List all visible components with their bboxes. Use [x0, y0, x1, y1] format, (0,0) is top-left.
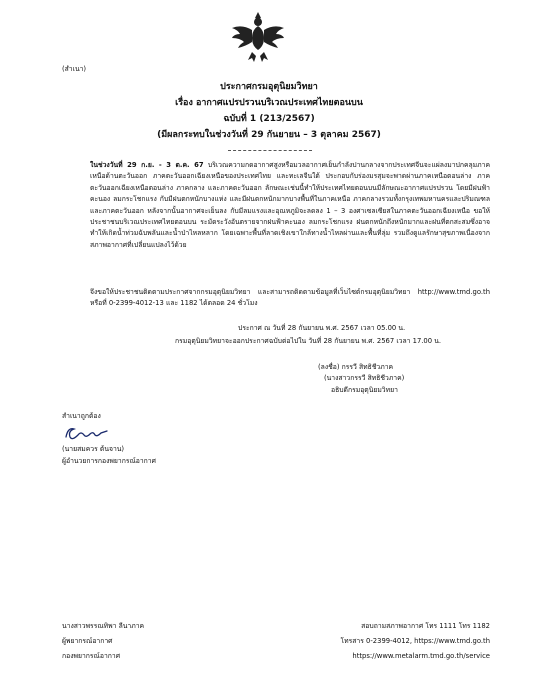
certifier-title: ผู้อำนวยการกองพยากรณ์อากาศ [62, 457, 156, 465]
announcement-subject: เรื่อง อากาศแปรปรวนบริเวณประเทศไทยตอนบน [175, 98, 363, 108]
footer-service-url: https://www.metalarm.tmd.go.th/service [352, 652, 490, 660]
footer-fax-website: โทรสาร 0-2399-4012, https://www.tmd.go.th [340, 637, 490, 645]
signature-line: (ลงชื่อ) กรรวี สิทธิชีวภาค [318, 363, 394, 371]
forecast-paragraph [90, 160, 490, 251]
handwritten-signature-icon [62, 423, 116, 443]
certifier-name: (นายสมควร ต้นจาน) [62, 445, 125, 453]
header-divider [228, 150, 312, 151]
announcement-issue-number: ฉบับที่ 1 (213/2567) [223, 114, 315, 124]
contact-paragraph: จึงขอให้ประชาชนติดตามประกาศจากกรมอุตุนิยมวิทยา และสามารถติดตามข้อมูลที่เว็บไซต์กรมอุตุนิยมวิทยา http://www.tmd.go.th หรือที่ 0-2399-4012-13 และ 1182 ได้ตลอด 24 ชั่วโมง [90, 288, 490, 308]
next-issue-date: กรมอุตุนิยมวิทยาจะออกประกาศฉบับต่อไปใน วันที่ 28 กันยายน พ.ศ. 2567 เวลา 17.00 น. [175, 337, 442, 345]
signatory-title: อธิบดีกรมอุตุนิยมวิทยา [331, 386, 398, 394]
footer-hotline: สอบถามสภาพอากาศ โทร 1111 โทร 1182 [361, 622, 490, 630]
certified-copy-label: สำเนาถูกต้อง [62, 412, 101, 420]
announcement-effective-period: (มีผลกระทบในช่วงวันที่ 29 กันยายน – 3 ตุลาคม 2567) [157, 130, 381, 140]
forecast-lead: ในช่วงวันที่ 29 ก.ย. - 3 ต.ค. 67 [90, 161, 204, 169]
garuda-emblem-icon [230, 8, 286, 64]
copy-label: (สำเนา) [62, 65, 87, 73]
forecast-body: บริเวณความกดอากาศสูงหรือมวลอากาศเย็นกำลังปานกลางจากประเทศจีนจะแผ่ลงมาปกคลุมภาคเหนือด้านตะวันออก ภาคตะวันออกเฉียงเหนือของประเทศไทย และทะเลจีนใต้ ประกอบกับร่องมรสุมจะพาดผ่านภาคเหนือตอนล่าง ภาคตะวันออกเฉียงเหนือตอนล่าง ภาคกลาง และภาคตะวันออก ลักษณะเช่นนี้ทำให้ประเทศไทยตอนบนมีลักษณะอากาศแปรปรวน โดยมีฝนฟ้าคะนอง ลมกระโชกแรง กับมีฝนตกหนักบางแห่ง และมีฝนตกหนักมากบางพื้นที่ในภาคเหนือ ภาคกลางรวมทั้งกรุงเทพมหานครและปริมณฑล และภาคตะวันออก หลังจากนั้นอากาศจะเย็นลง กับมีลมแรงและอุณหภูมิจะลดลง 1 – 3 องศาเซลเซียสในภาคตะวันออกเฉียงเหนือ ขอให้ประชาชนบริเวณประเทศไทยตอนบน ระมัดระวังอันตรายจากฝนฟ้าคะนอง ลมกระโชกแรง ฝนตกหนักถึงหนักมากและฝนที่ตกสะสมซึ่งอาจทำให้เกิดน้ำท่วมฉับพลันและน้ำป่าไหลหลาก โดยเฉพาะพื้นที่ลาดเชิงเขาใกล้ทางน้ำไหลผ่านและพื้นที่ลุ่ม รวมถึงดูแลรักษาสุขภาพเนื่องจากสภาพอากาศที่เปลี่ยนแปลงไว้ด้วย [90, 161, 490, 249]
announced-date: ประกาศ ณ วันที่ 28 กันยายน พ.ศ. 2567 เวลา 05.00 น. [238, 324, 406, 332]
footer-forecaster-name: นางสาวพรรณทิพา ลีนาภาค [62, 622, 145, 630]
announcement-agency: ประกาศกรมอุตุนิยมวิทยา [220, 82, 318, 92]
signatory-name: (นางสาวกรรวี สิทธิชีวภาค) [324, 374, 405, 382]
footer-division: กองพยากรณ์อากาศ [62, 652, 121, 660]
footer-forecaster-role: ผู้พยากรณ์อากาศ [62, 637, 113, 645]
